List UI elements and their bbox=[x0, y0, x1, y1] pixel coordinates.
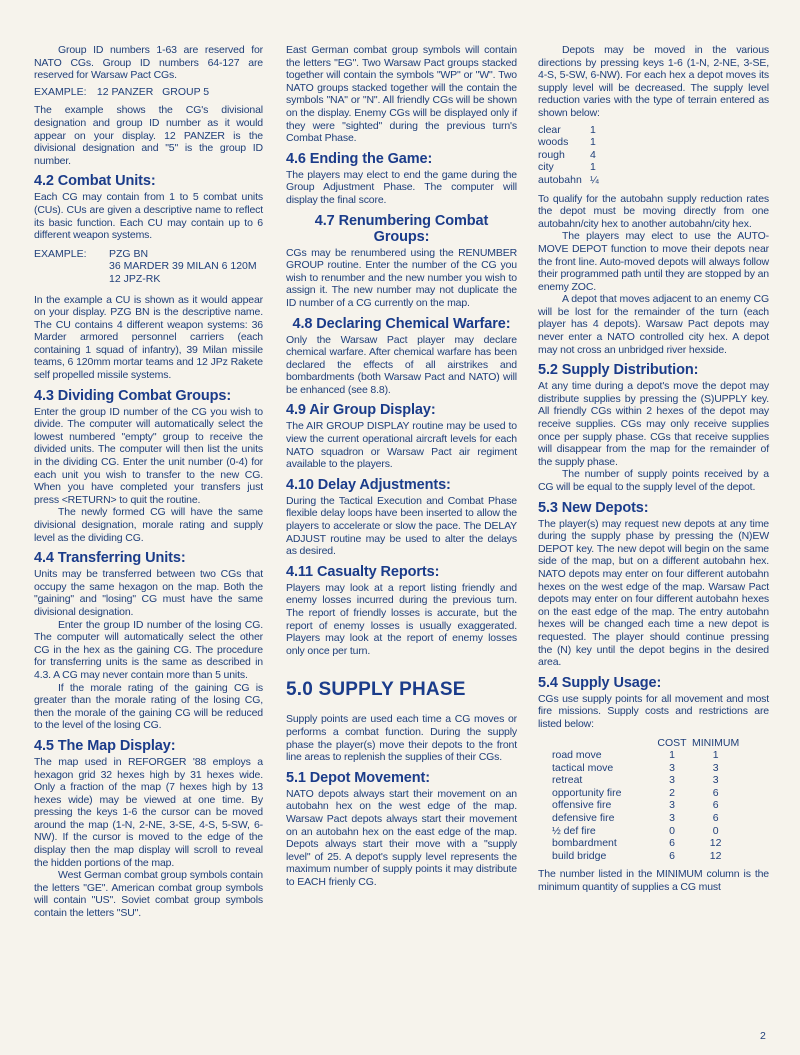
heading-chemical-warfare: 4.8 Declaring Chemical Warfare: bbox=[292, 315, 511, 332]
paragraph-depot-directions: Depots may be moved in the various directions by pressing keys 1-6 (1-N, 2-NE, 3-SE, 4-S, 5-SW, 6-NW). For each hex a depot moves its supply level will be decreased. The supply level reduction varies with the type of terrain entered as shown below: bbox=[538, 44, 769, 119]
example-label: EXAMPLE: bbox=[34, 247, 87, 260]
terrain-row bbox=[538, 136, 599, 149]
minimum-value: 6 bbox=[712, 799, 719, 812]
column-right bbox=[538, 44, 769, 894]
paragraph-air-group: The AIR GROUP DISPLAY routine may be used to view the current operational aircraft levels for each NATO squadron or Warsaw Pact air regiment available to the players. bbox=[286, 420, 517, 471]
paragraph-map-display-2: West German combat group symbols contain the letters "GE". American combat group symbols will contain "US". Soviet combat group symbols contain the letters "SU". bbox=[34, 869, 263, 920]
cost-action: defensive fire bbox=[552, 812, 615, 825]
paragraph-combat-units-explained: In the example a CU is shown as it would appear on your display. PZG BN is the descriptive name. The CU contains 4 different weapon systems: 36 Marder armored personnel carriers (each containing 1 squad of infantry), 39 Milan missile teams, 6 120mm mortar teams and 12 JPz Rakete self propelled missile systems. bbox=[34, 293, 263, 382]
terrain-name: rough bbox=[538, 148, 565, 161]
paragraph-new-depots: The player(s) may request new depots at any time during the supply phase by pressing the (N)EW DEPOT key. The new depot will begin on the same side of the map, but on a different autobahn hex. NATO depots may enter on four different autobahn hexes on the west edge of the map. Warsaw Pact depots may enter on four different autobahn hexes on the east edge of the map. The entry autobahn hexes will be changed each time a new depot is requested. The player should continue pressing the (N) key until the depot begins in the desired area. bbox=[538, 517, 769, 669]
paragraph-dividing-groups-2: The newly formed CG will have the same divisional designation, morale rating and supply level as the dividing CG. bbox=[34, 506, 263, 544]
page-number: 2 bbox=[760, 1030, 766, 1042]
heading-supply-usage: 5.4 Supply Usage: bbox=[538, 674, 662, 691]
terrain-row bbox=[538, 149, 599, 162]
cost-value: 0 bbox=[669, 824, 675, 837]
example-label: EXAMPLE: bbox=[34, 85, 87, 98]
cost-value: 2 bbox=[669, 786, 675, 799]
terrain-row bbox=[538, 174, 599, 187]
terrain-cost: 4 bbox=[590, 148, 596, 161]
cost-value: 3 bbox=[669, 774, 675, 787]
paragraph-transferring-units: Units may be transferred between two CGs that occupy the same hexagon on the map. Both the "gaining" and "losing" CG must have the same divisional designation. bbox=[34, 568, 263, 618]
cost-action: retreat bbox=[552, 774, 583, 787]
cost-action: road move bbox=[552, 749, 602, 762]
paragraph-minimum: The number listed in the MINIMUM column is the minimum quantity of supplies a CG must bbox=[538, 868, 769, 894]
minimum-value: 12 bbox=[709, 837, 722, 850]
cost-row bbox=[552, 787, 739, 800]
cost-row bbox=[552, 749, 739, 762]
paragraph-autobahn: To qualify for the autobahn supply reduction rates the depot must be moving directly from one autobahn/city hex to another autobahn/city hex. bbox=[538, 192, 769, 230]
cost-action: offensive fire bbox=[552, 799, 612, 812]
paragraph-combat-units: Each CG may contain from 1 to 5 combat units (CUs). CUs are given a descriptive name to reflect its basic function. Each CU may contain up to 6 different weapon systems. bbox=[34, 191, 263, 242]
heading-dividing-groups: 4.3 Dividing Combat Groups: bbox=[34, 387, 232, 404]
cost-row bbox=[552, 825, 739, 838]
heading-map-display: 4.5 The Map Display: bbox=[34, 737, 176, 754]
cost-action: opportunity fire bbox=[552, 786, 622, 799]
column-middle bbox=[286, 44, 517, 889]
cost-row bbox=[552, 812, 739, 825]
paragraph-auto-move: The players may elect to use the AUTO-MOVE DEPOT function to move their depots near the front line. Auto-moved depots will always follow their programmed path until they are stopped by an enemy ZOC. bbox=[538, 230, 769, 293]
cost-value: 6 bbox=[669, 837, 675, 850]
cost-row bbox=[552, 762, 739, 775]
terrain-cost: 1 bbox=[590, 136, 596, 149]
paragraph-ending-game: The players may elect to end the game during the Group Adjustment Phase. The computer will display the final score. bbox=[286, 168, 517, 206]
column-left bbox=[34, 44, 263, 920]
minimum-value: 12 bbox=[709, 849, 722, 862]
paragraph-map-display: The map used in REFORGER '88 employs a hexagon grid 32 hexes high by 31 hexes wide. Only a fraction of the map (7 hexes high by 13 hexes wide) may be viewed at one time. By pressing the keys 1-6 the cursor can be moved around the map (1-N, 2-NE, 3-SE, 4-S, 5-SW, 6-NW). If the cursor is moved to the edge of the display then the map display will scroll to reveal the hidden portions of the map. bbox=[34, 755, 263, 869]
terrain-table bbox=[538, 124, 599, 187]
example-line: PZG BN bbox=[109, 247, 149, 260]
example-line: 12 JPZ-RK bbox=[109, 272, 161, 285]
heading-air-group: 4.9 Air Group Display: bbox=[286, 402, 436, 419]
cost-action: build bridge bbox=[552, 849, 607, 862]
cost-row bbox=[552, 799, 739, 812]
heading-supply-distribution: 5.2 Supply Distribution: bbox=[538, 362, 699, 379]
paragraph-symbols: East German combat group symbols will contain the letters "EG". Two Warsaw Pact groups stacked together will contain the symbols "WP" or "W". Two NATO groups stacked together will the contain the symbols "NA" or "N". All friendly CGs will be shown on the display. Enemy CGs will be displayed only if they were "sighted" during the previous turn's Combat Phase. bbox=[286, 44, 517, 145]
terrain-row bbox=[538, 124, 599, 137]
heading-depot-movement: 5.1 Depot Movement: bbox=[286, 769, 430, 786]
cost-row bbox=[552, 837, 739, 850]
paragraph-supply-phase: Supply points are used each time a CG moves or performs a combat function. During the supply phase the player(s) move their depots to the front line areas to replenish the supplies of their CGs. bbox=[286, 713, 517, 764]
paragraph-example: The example shows the CG's divisional designation and group ID number as it would appear on your display. 12 PANZER is the divisional designation and "5" is the group ID number. bbox=[34, 104, 263, 167]
cost-value: 6 bbox=[669, 849, 675, 862]
paragraph-supply-usage: CGs use supply points for all movement and most fire missions. Supply costs and restrictions are listed below: bbox=[538, 692, 769, 730]
terrain-row bbox=[538, 161, 599, 174]
example-value: 12 PANZER GROUP 5 bbox=[96, 85, 210, 98]
heading-renumbering: 4.7 Renumbering Combat Groups: bbox=[314, 212, 489, 245]
cost-value: 3 bbox=[669, 799, 675, 812]
terrain-name: city bbox=[538, 161, 554, 174]
paragraph-supply-distribution-2: The number of supply points received by a CG will be equal to the supply level of the depot. bbox=[538, 468, 769, 493]
cost-row bbox=[552, 774, 739, 787]
terrain-name: autobahn bbox=[538, 173, 582, 186]
example-combat-unit bbox=[34, 248, 263, 286]
heading-ending-game: 4.6 Ending the Game: bbox=[286, 150, 433, 167]
cost-value: 3 bbox=[669, 812, 675, 825]
cost-action: tactical move bbox=[552, 761, 614, 774]
terrain-cost: ¼ bbox=[590, 173, 599, 186]
minimum-value: 6 bbox=[712, 786, 719, 799]
paragraph-group-id: Group ID numbers 1-63 are reserved for NATO CGs. Group ID numbers 64-127 are reserved for Warsaw Pact CGs. bbox=[34, 44, 263, 82]
paragraph-casualty-reports: Players may look at a report listing friendly and enemy losses incurred during the previous turn. The report of friendly losses is accurate, but the report of enemy losses is usually exaggerated. Players may look at the report of enemy losses only once per turn. bbox=[286, 581, 517, 657]
terrain-cost: 1 bbox=[590, 123, 596, 136]
cost-row bbox=[552, 850, 739, 863]
cost-value: 3 bbox=[669, 761, 675, 774]
paragraph-dividing-groups: Enter the group ID number of the CG you wish to divide. The computer will automatically select the lowest numbered "empty" group to receive the divided units. The computer will then list the units in the dividing CG. Enter the unit number (0-4) for each unit you wish to transfer to the new CG. When you have completed your transfers just press <RETURN> to quit the routine. bbox=[34, 405, 263, 506]
paragraph-transferring-units-3: If the morale rating of the gaining CG is greater than the morale rating of the losing CG, then the morale of the gaining CG will be reduced to the level of the losing CG. bbox=[34, 681, 263, 732]
example-line: 36 MARDER 39 MILAN 6 120M bbox=[109, 260, 257, 273]
heading-delay-adjustments: 4.10 Delay Adjustments: bbox=[286, 476, 451, 493]
example-group-id bbox=[34, 86, 263, 99]
paragraph-depot-movement: NATO depots always start their movement on an autobahn hex on the west edge of the map. Warsaw Pact depots always start their movement on an autobahn hex on the east edge of the map. Depots always start their move with a "supply level" of 25. A depot's supply level represents the maximum number of supply points it may distribute to EACH frienly CG. bbox=[286, 787, 517, 888]
heading-casualty-reports: 4.11 Casualty Reports: bbox=[286, 563, 440, 580]
cost-column-header: COST bbox=[657, 736, 687, 749]
minimum-value: 3 bbox=[712, 774, 719, 787]
heading-transferring-units: 4.4 Transferring Units: bbox=[34, 550, 186, 567]
paragraph-supply-distribution: At any time during a depot's move the depot may distribute supplies by pressing the (S)UPPLY key. All friendly CGs within 2 hexes of the depot may receive supplies. CGs may only receive supplies once per supply phase. CGs that receive supplies will disappear from the map for the remainder of the supply phase. bbox=[538, 380, 769, 468]
paragraph-delay-adjustments: During the Tactical Execution and Combat Phase flexible delay loops have been inserted to allow the players to accelerate or slow the pace. The DELAY ADJUST routine may be used to alter the delays as desired. bbox=[286, 494, 517, 558]
minimum-value: 0 bbox=[712, 824, 719, 837]
terrain-name: woods bbox=[538, 136, 569, 149]
heading-combat-units: 4.2 Combat Units: bbox=[34, 173, 156, 190]
terrain-cost: 1 bbox=[590, 161, 596, 174]
paragraph-chemical-warfare: Only the Warsaw Pact player may declare chemical warfare. After chemical warfare has been declared the effects of all airstrikes and bombardments (both Warsaw Pact and NATO) will be enhanced (see 8.8). bbox=[286, 333, 517, 396]
heading-new-depots: 5.3 New Depots: bbox=[538, 499, 649, 516]
cost-value: 1 bbox=[669, 749, 675, 762]
cost-action: ½ def fire bbox=[552, 824, 596, 837]
minimum-value: 6 bbox=[712, 812, 719, 825]
minimum-value: 1 bbox=[712, 749, 719, 762]
terrain-name: clear bbox=[538, 123, 561, 136]
paragraph-transferring-units-2: Enter the group ID number of the losing CG. The computer will automatically select the other CG in the hex as the gaining CG. The procedure for transferring units is the same as described in 4.3. A CG may never contain more than 5 units. bbox=[34, 618, 263, 681]
heading-supply-phase: 5.0 SUPPLY PHASE bbox=[286, 679, 466, 701]
paragraph-renumbering: CGs may be renumbered using the RENUMBER GROUP routine. Enter the number of the CG you wish to renumber and the new number you wish to assign it. The new number may not duplicate the ID number of a CG currently on the map. bbox=[286, 246, 517, 309]
supply-cost-table bbox=[552, 737, 739, 863]
minimum-column-header: MINIMUM bbox=[692, 736, 740, 749]
paragraph-depot-lost: A depot that moves adjacent to an enemy CG will be lost for the remainder of the turn (each player has 4 depots). Warsaw Pact depots may never enter a NATO controlled city hex. A depot may not cross an unbridged river hexside. bbox=[538, 293, 769, 356]
cost-action: bombardment bbox=[552, 837, 617, 850]
minimum-value: 3 bbox=[712, 761, 719, 774]
